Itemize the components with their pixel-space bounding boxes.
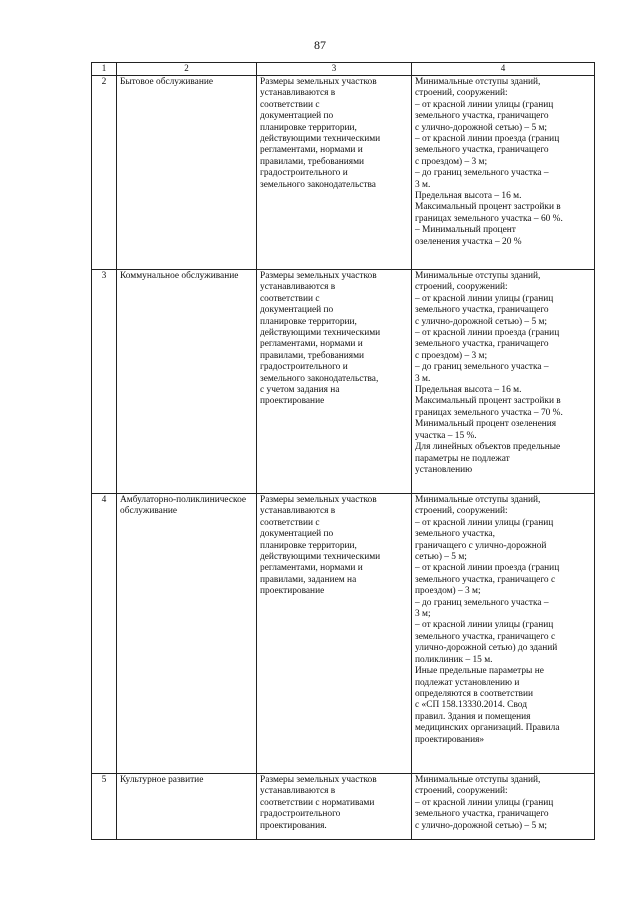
text-line: – до границ земельного участка – xyxy=(415,168,549,179)
header-col-1: 1 xyxy=(92,63,117,76)
page-number: 87 xyxy=(314,38,326,52)
text-line: с проездом) – 3 м; xyxy=(415,350,488,361)
text-line: соответствии с нормативами xyxy=(260,797,375,808)
text-line: земельного участка, xyxy=(415,529,495,540)
land-use-type: Бытовое обслуживание xyxy=(117,76,257,270)
parameters-text xyxy=(412,774,595,840)
parameters-text xyxy=(412,76,595,270)
text-line: земельного законодательства xyxy=(260,179,376,190)
parameters-text xyxy=(412,270,595,494)
text-line: сетью) – 5 м; xyxy=(415,552,467,563)
row-number: 2 xyxy=(92,76,117,270)
text-line: проектирования» xyxy=(415,734,485,745)
table-row xyxy=(92,774,595,840)
plot-size-text xyxy=(257,270,412,494)
text-line: устанавливаются в xyxy=(260,282,336,293)
text-line: граничащего с улично-дорожной xyxy=(415,540,547,551)
text-line: – от красной линии улицы (границ xyxy=(415,797,554,808)
text-line: правил. Здания и помещения xyxy=(415,711,531,722)
text-line: земельного участка, граничащего с xyxy=(415,631,556,642)
text-line: устанавливаются в xyxy=(260,88,336,99)
text-line: документацией по xyxy=(260,111,334,122)
text-line: земельного участка, граничащего xyxy=(415,809,549,820)
land-use-type: Коммунальное обслуживание xyxy=(117,270,257,494)
header-col-2: 2 xyxy=(117,63,257,76)
text-line: регламентами, нормами и xyxy=(260,145,363,156)
row-number: 3 xyxy=(92,270,117,494)
parameters-text xyxy=(412,494,595,774)
row-number: 5 xyxy=(92,774,117,840)
text-line: устанавливаются в xyxy=(260,786,336,797)
text-line: с проездом) – 3 м; xyxy=(415,156,488,167)
table-header-row xyxy=(92,63,595,76)
text-line: Предельная высота – 16 м. xyxy=(415,385,522,396)
text-line: земельного участка, граничащего xyxy=(415,111,549,122)
text-line: – до границ земельного участка – xyxy=(415,362,549,373)
text-line: планировке территории, xyxy=(260,122,357,133)
text-line: градостроительного и xyxy=(260,168,348,179)
plot-size-text xyxy=(257,76,412,270)
text-line: проездом) – 3 м; xyxy=(415,586,481,597)
text-line: правилами, заданием на xyxy=(260,574,357,585)
table-row xyxy=(92,494,595,774)
text-line: проектирование xyxy=(260,586,325,597)
text-line: действующими техническими xyxy=(260,552,381,563)
plot-size-text xyxy=(257,494,412,774)
text-line: Минимальные отступы зданий, xyxy=(415,495,541,505)
text-line: – Минимальный процент xyxy=(415,225,516,236)
text-line: с «СП 158.13330.2014. Свод xyxy=(415,700,527,711)
text-line: Иные предельные параметры не xyxy=(415,666,544,677)
text-line: Размеры земельных участков xyxy=(260,271,377,281)
land-use-type: Культурное развитие xyxy=(117,774,257,840)
text-line: определяются в соответствии xyxy=(415,688,534,699)
text-line: Максимальный процент застройки в xyxy=(415,202,561,213)
text-line: установлению xyxy=(415,464,473,475)
text-line: с улично-дорожной сетью) – 5 м; xyxy=(415,820,548,831)
text-line: озеленения участка – 20 % xyxy=(415,236,522,247)
text-line: участка – 15 %. xyxy=(415,430,477,441)
text-line: – от красной линии улицы (границ xyxy=(415,517,554,528)
text-line: Размеры земельных участков xyxy=(260,775,377,785)
text-line: документацией по xyxy=(260,305,334,316)
text-line: границах земельного участка – 70 %. xyxy=(415,407,563,418)
text-line: градостроительного xyxy=(260,809,341,820)
text-line: – от красной линии улицы (границ xyxy=(415,293,554,304)
text-line: проектирование xyxy=(260,396,325,407)
text-line: планировке территории, xyxy=(260,316,357,327)
text-line: Для линейных объектов предельные xyxy=(415,442,561,453)
text-line: медицинских организаций. Правила xyxy=(415,723,560,734)
text-line: соответствии с xyxy=(260,293,320,304)
text-line: Минимальные отступы зданий, xyxy=(415,271,541,281)
text-line: улично-дорожной сетью) до зданий xyxy=(415,643,558,654)
text-line: – до границ земельного участка – xyxy=(415,597,549,608)
text-line: действующими техническими xyxy=(260,134,381,145)
text-line: – от красной линии проезда (границ xyxy=(415,328,560,339)
text-line: земельного участка, граничащего с xyxy=(415,574,556,585)
header-col-3: 3 xyxy=(257,63,412,76)
table-row xyxy=(92,270,595,494)
text-line: – от красной линии проезда (границ xyxy=(415,134,560,145)
text-line: 3 м. xyxy=(415,373,431,384)
text-line: правилами, требованиями xyxy=(260,156,365,167)
text-line: соответствии с xyxy=(260,99,320,110)
text-line: с улично-дорожной сетью) – 5 м; xyxy=(415,316,548,327)
text-line: параметры не подлежат xyxy=(415,453,510,464)
text-line: строений, сооружений: xyxy=(415,282,508,293)
text-line: с улично-дорожной сетью) – 5 м; xyxy=(415,122,548,133)
header-col-4: 4 xyxy=(412,63,595,76)
text-line: – от красной линии улицы (границ xyxy=(415,620,554,631)
text-line: с учетом задания на xyxy=(260,385,340,396)
text-line: строений, сооружений: xyxy=(415,786,508,797)
text-line: Минимальные отступы зданий, xyxy=(415,775,541,785)
text-line: Размеры земельных участков xyxy=(260,77,377,87)
text-line: – от красной линии улицы (границ xyxy=(415,99,554,110)
text-line: устанавливаются в xyxy=(260,506,336,517)
text-line: документацией по xyxy=(260,529,334,540)
text-line: регламентами, нормами и xyxy=(260,563,363,574)
text-line: Размеры земельных участков xyxy=(260,495,377,505)
text-line: земельного участка, граничащего xyxy=(415,339,549,350)
text-line: Предельная высота – 16 м. xyxy=(415,191,522,202)
text-line: градостроительного и xyxy=(260,362,348,373)
table-row xyxy=(92,76,595,270)
text-line: регламентами, нормами и xyxy=(260,339,363,350)
land-use-type: Амбулаторно-поликлиническое обслуживание xyxy=(117,494,257,774)
table-body xyxy=(92,76,595,840)
text-line: правилами, требованиями xyxy=(260,350,365,361)
text-line: строений, сооружений: xyxy=(415,88,508,99)
text-line: границах земельного участка – 60 %. xyxy=(415,213,563,224)
text-line: соответствии с xyxy=(260,517,320,528)
regulations-table xyxy=(91,62,595,840)
text-line: – от красной линии проезда (границ xyxy=(415,563,560,574)
text-line: поликлиник – 15 м. xyxy=(415,654,493,665)
text-line: планировке территории, xyxy=(260,540,357,551)
text-line: земельного участка, граничащего xyxy=(415,305,549,316)
text-line: подлежат установлению и xyxy=(415,677,520,688)
text-line: Минимальный процент озеленения xyxy=(415,419,557,430)
text-line: 3 м. xyxy=(415,179,431,190)
text-line: Минимальные отступы зданий, xyxy=(415,77,541,87)
text-line: действующими техническими xyxy=(260,328,381,339)
text-line: земельного участка, граничащего xyxy=(415,145,549,156)
plot-size-text xyxy=(257,774,412,840)
text-line: проектирования. xyxy=(260,820,327,831)
text-line: земельного законодательства, xyxy=(260,373,379,384)
text-line: строений, сооружений: xyxy=(415,506,508,517)
row-number: 4 xyxy=(92,494,117,774)
text-line: 3 м; xyxy=(415,609,431,620)
text-line: Максимальный процент застройки в xyxy=(415,396,561,407)
